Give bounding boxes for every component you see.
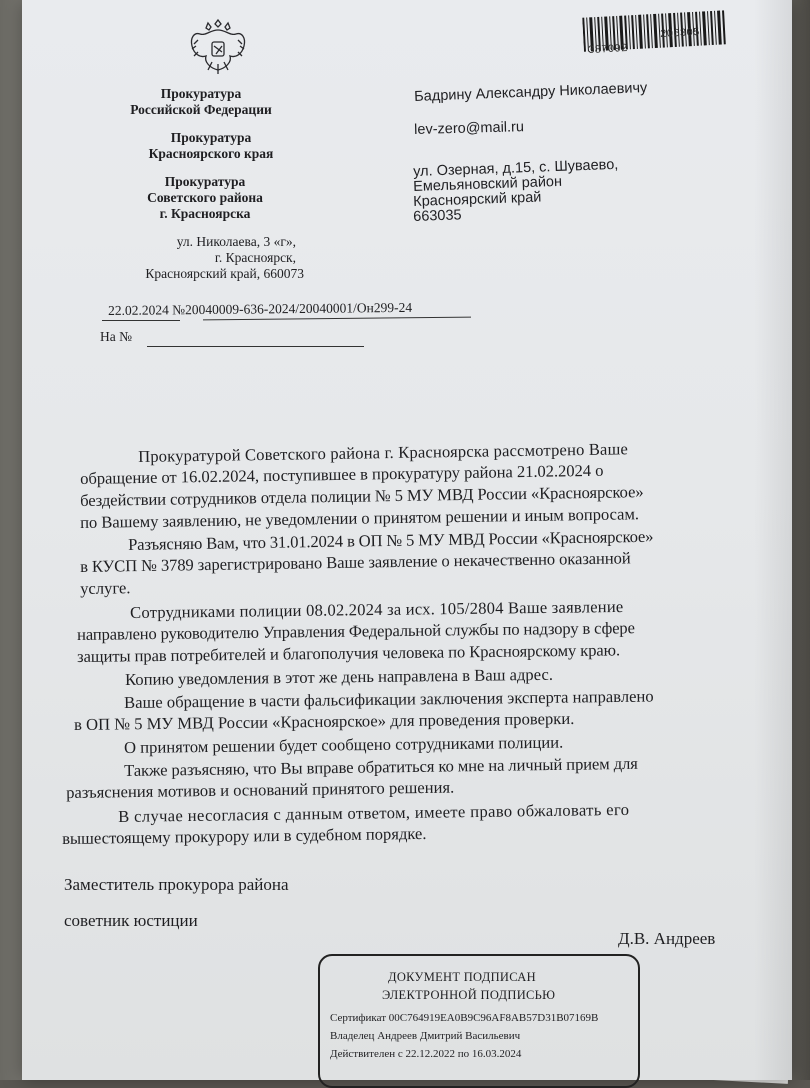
recipient-postal-code: 663035 — [412, 207, 462, 225]
date-underline — [102, 320, 180, 321]
body-line-14: О принятом решении будет сообщено сотрудниками полиции. — [123, 732, 564, 757]
body-line-16: разъяснения мотивов и оснований принятого решения. — [65, 777, 455, 802]
org-line-1: Прокуратура — [160, 86, 242, 101]
body-line-3: бездействии сотрудников отдела полиции № 5 МУ МВД России «Красноярское» — [79, 482, 644, 510]
body-line-5: Разъясняю Вам, что 31.01.2024 в ОП № 5 МУ МВД России «Красноярское» — [127, 526, 654, 554]
body-line-13: в ОП № 5 МУ МВД России «Красноярское» для проведения проверки. — [73, 708, 575, 734]
body-line-8: Сотрудниками полиции 08.02.2024 за исх. 105/2804 Ваше заявление — [129, 596, 624, 622]
outgoing-number-line — [108, 300, 412, 319]
coat-of-arms-icon — [186, 14, 250, 76]
body-line-7: услуге. — [79, 578, 131, 598]
number-sign: № — [172, 302, 186, 318]
body-line-11: Копию уведомления в этот же день направлена в Ваш адрес. — [124, 664, 554, 689]
stamp-validity: Действителен с 22.12.2022 по 16.03.2024 — [330, 1048, 522, 1060]
org-address-line-2: г. Красноярск, — [214, 250, 296, 265]
stamp-title-line-2: ЭЛЕКТРОННОЙ ПОДПИСЬЮ — [382, 988, 556, 1002]
org-line-5: Прокуратура — [164, 174, 246, 189]
recipient-address-line-2: Емельяновский район — [412, 173, 563, 195]
barcode-number-2: 206305 — [659, 26, 700, 42]
stamp-title-line-1: ДОКУМЕНТ ПОДПИСАН — [388, 970, 536, 984]
org-line-2: Российской Федерации — [130, 102, 272, 117]
org-address-line-3: Красноярский край, 660073 — [145, 266, 304, 281]
signer-name: Д.В. Андреев — [618, 929, 716, 948]
org-line-6: Советского района — [147, 190, 263, 205]
reply-to-underline — [147, 346, 364, 347]
signer-rank: советник юстиции — [64, 911, 198, 930]
e-signature-stamp — [318, 954, 640, 1088]
recipient-name: Бадрину Александру Николаевичу — [413, 80, 648, 105]
outgoing-date: 22.02.2024 — [108, 302, 169, 318]
org-line-3: Прокуратура — [170, 130, 252, 145]
stamp-owner: Владелец Андреев Дмитрий Васильевич — [330, 1030, 521, 1042]
sheet-shadow — [754, 0, 792, 1080]
barcode-number-1: 387092 — [587, 42, 628, 58]
recipient-email: lev-zero@mail.ru — [413, 119, 525, 138]
recipient-address-line-1: ул. Озерная, д.15, с. Шуваево, — [412, 156, 619, 180]
stamp-certificate: Сертификат 00C764919EA0B9C96AF8AB57D31B07169B — [330, 1012, 599, 1024]
body-line-15: Также разъясняю, что Вы вправе обратиться ко мне на личный прием для — [123, 753, 638, 780]
body-line-4: по Вашему заявлению, не уведомлении о принятом решении и иным вопросам. — [79, 504, 640, 532]
body-line-10: защиты прав потребителей и благополучия человека по Красноярскому краю. — [76, 640, 621, 666]
body-line-6: в КУСП № 3789 зарегистрировано Ваше заявление о некачественно оказанной — [79, 548, 631, 576]
org-line-4: Красноярского края — [148, 146, 274, 161]
signer-position: Заместитель прокурора района — [64, 875, 289, 894]
recipient-address-line-3: Красноярский край — [412, 189, 542, 210]
outgoing-number: 20040009-636-2024/20040001/Он299-24 — [185, 299, 413, 318]
body-line-18: вышестоящему прокурору или в судебном порядке. — [61, 823, 427, 848]
reply-to-label: На № — [100, 329, 132, 344]
body-line-12: Ваше обращение в части фальсификации заключения эксперта направлено — [123, 686, 654, 712]
body-line-1: Прокуратурой Советского района г. Красноярска рассмотрено Ваше — [137, 439, 629, 466]
body-line-9: направлено руководителю Управления Федеральной службы по надзору в сфере — [76, 618, 635, 644]
org-address-line-1: ул. Николаева, 3 «г», — [176, 234, 296, 249]
body-line-17: В случае несогласия с данным ответом, имеете право обжаловать его — [117, 799, 630, 826]
org-line-7: г. Красноярска — [159, 206, 251, 221]
body-line-2: обращение от 16.02.2024, поступившее в прокуратуру района 21.02.2024 о — [79, 460, 604, 488]
